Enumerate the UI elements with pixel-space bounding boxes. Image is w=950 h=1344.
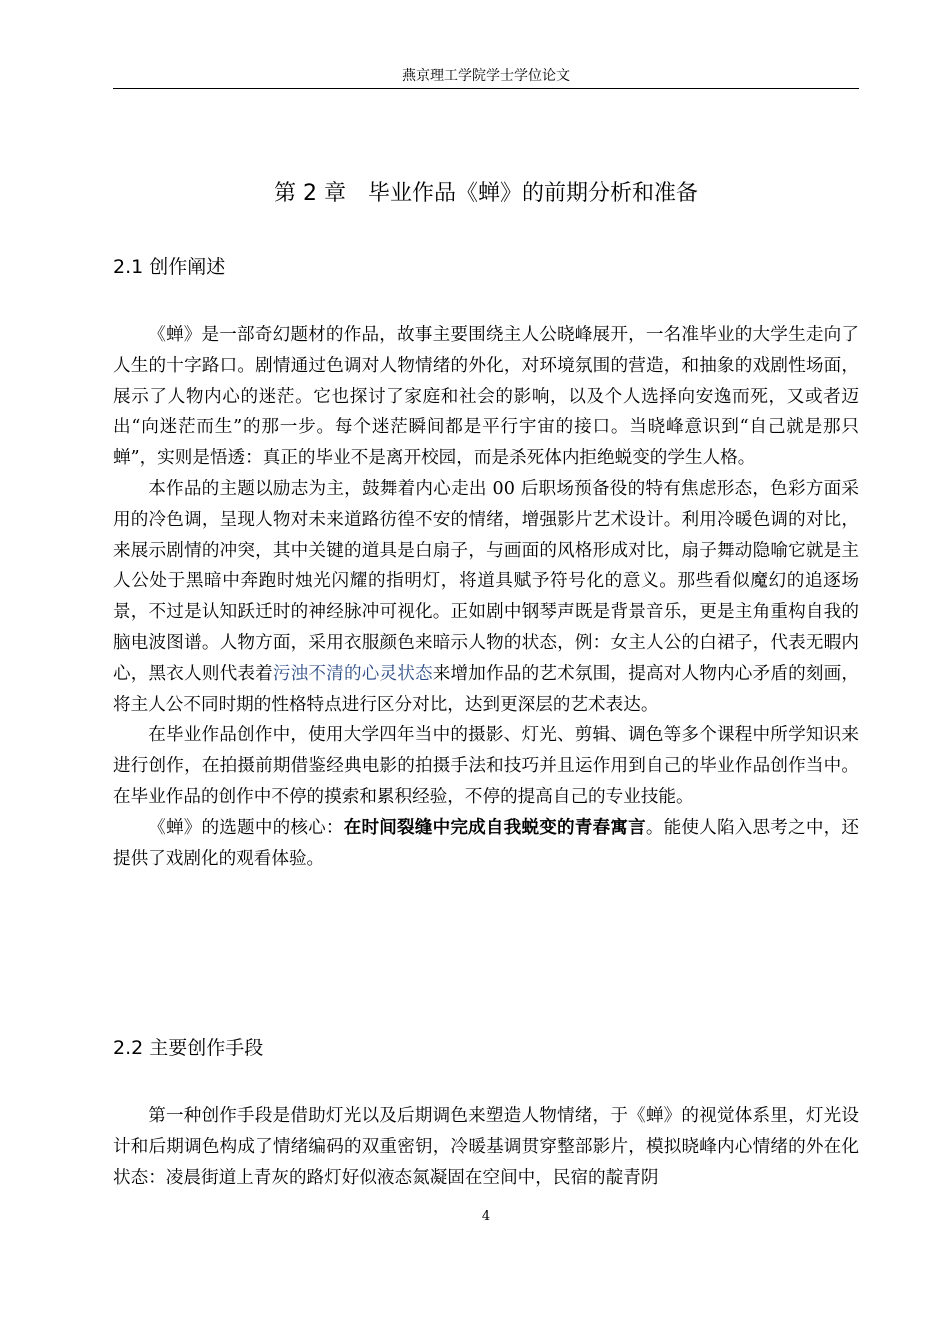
- paragraph-text: 《蝉》的选题中的核心：: [148, 817, 344, 838]
- section-heading-2-2: 2.2 主要创作手段: [113, 1037, 264, 1059]
- section-heading-2-1: 2.1 创作阐述: [113, 256, 226, 278]
- bold-phrase: 在时间裂缝中完成自我蜕变的青春寓言: [343, 816, 646, 838]
- paragraph: 第一种创作手段是借助灯光以及后期调色来塑造人物情绪，于《蝉》的视觉体系里，灯光设计和后期调色构成了情绪编码的双重密钥，冷暖基调贯穿整部影片，模拟晓峰内心情绪的外在化状态：凌晨街道上青灰的路灯好似液态氮凝固在空间中，民宿的靛青阴: [113, 1106, 859, 1188]
- paragraph-text: 来增加作品的艺术氛围，提高对人物内心矛盾的刻画，将主人公不同时期的性格特点进行区分对比，达到更深层的艺术表达。: [113, 663, 859, 715]
- paragraph: 在毕业作品创作中，使用大学四年当中的摄影、灯光、剪辑、调色等多个课程中所学知识来进行创作，在拍摄前期借鉴经典电影的拍摄手法和技巧并且运作用到自己的毕业作品创作当中。在毕业作品的创作中不停的摸索和累积经验，不停的提高自己的专业技能。: [113, 725, 859, 807]
- paragraph-text: 本作品的主题以励志为主，鼓舞着内心走出 00 后职场预备役的特有焦虑形态，色彩方面采用的冷色调，呈现人物对未来道路彷徨不安的情绪，增强影片艺术设计。利用冷暖色调的对比，来展示剧情的冲突，其中关键的道具是白扇子，与画面的风格形成对比，扇子舞动隐喻它就是主人公处于黑暗中奔跑时烛光闪耀的指明灯，将道具赋予符号化的意义。那些看似魔幻的追逐场景，不过是认知跃迁时的神经脉冲可视化。正如剧中钢琴声既是背景音乐，更是主角重构自我的脑电波图谱。人物方面，采用衣服颜色来暗示人物的状态，例：女主人公的白裙子，代表无暇内心，黑衣人则代表着: [113, 478, 859, 684]
- chapter-title: 第 2 章 毕业作品《蝉》的前期分析和准备: [274, 181, 698, 206]
- highlighted-phrase: 污浊不清的心灵状态: [272, 663, 433, 684]
- paragraph: [113, 813, 859, 875]
- section-2-1-body: [113, 320, 859, 874]
- header-rule: [113, 88, 859, 89]
- paragraph-text: 。能使人陷入思考之中，还提供了戏剧化的观看体验。: [113, 817, 859, 869]
- paragraph: [113, 474, 859, 720]
- running-header: 燕京理工学院学士学位论文: [402, 68, 570, 84]
- paragraph: 《蝉》是一部奇幻题材的作品，故事主要围绕主人公晓峰展开，一名准毕业的大学生走向了人生的十字路口。剧情通过色调对人物情绪的外化，对环境氛围的营造，和抽象的戏剧性场面，展示了人物内心的迷茫。它也探讨了家庭和社会的影响，以及个人选择向安逸而死，又或者迈出“向迷茫而生”的那一步。每个迷茫瞬间都是平行宇宙的接口。当晓峰意识到“自己就是那只蝉”，实则是悟透：真正的毕业不是离开校园，而是杀死体内拒绝蜕变的学生人格。: [113, 325, 859, 469]
- section-2-2-body: [113, 1101, 859, 1193]
- page-number: 4: [481, 1209, 491, 1224]
